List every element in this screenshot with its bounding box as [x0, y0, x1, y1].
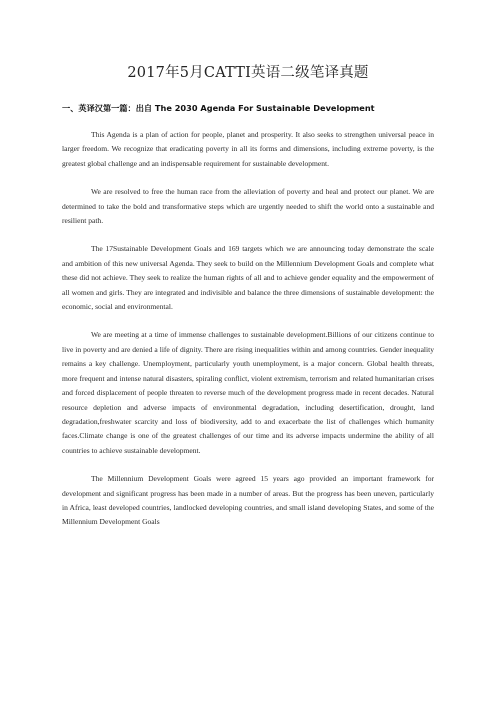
document-title: 2017年5月CATTI英语二级笔译真题 [127, 65, 369, 81]
paragraph: This Agenda is a plan of action for people, planet and prosperity. It also seeks to strengthen universal peace in larger freedom. We recognize that eradicating poverty in all its forms and dimensions, including extreme poverty, is the greatest global challenge and an indispensable requirement for sustainable development. [62, 130, 434, 168]
paragraph: The Millennium Development Goals were agreed 15 years ago provided an important framework for development and significant progress has been made in a number of areas. But the progress has been uneven, particularly in Africa, least developed countries, landlocked developing countries, and small island developing States, and some of the Millennium Development Goals [62, 474, 434, 527]
document-page [62, 0, 434, 530]
paragraph: We are resolved to free the human race from the alleviation of poverty and heal and protect our planet. We are determined to take the bold and transformative steps which are urgently needed to shift the world onto a sustainable and resilient path. [62, 187, 434, 226]
section-heading: 一、英译汉第一篇：出自 The 2030 Agenda For Sustainable Development [62, 103, 375, 113]
paragraph: The 17Sustainable Development Goals and 169 targets which we are announcing today demonstrate the scale and ambition of this new universal Agenda. They seek to build on the Millennium Development Goals and complete what these did not achieve. They seek to realize the human rights of all and to achieve gender equality and the empowerment of all women and girls. They are integrated and indivisible and balance the three dimensions of sustainable development: the economic, social and environmental. [62, 244, 434, 312]
paragraph: We are meeting at a time of immense challenges to sustainable development.Billions of our citizens continue to live in poverty and are denied a life of dignity. There are rising inequalities within and among countries. Gender inequality remains a key challenge. Unemployment, particularly youth unemployment, is a major concern. Global health threats, more frequent and intense natural disasters, spiraling conflict, violent extremism, terrorism and related humanitarian crises and forced displacement of people threaten to reverse much of the development progress made in recent decades. Natural resource depletion and adverse impacts of environmental degradation, including desertification, drought, land degradation,freshwater scarcity and loss of biodiversity, add to and exacerbate the list of challenges which humanity faces.Climate change is one of the greatest challenges of our time and its adverse impacts undermine the ability of all countries to achieve sustainable development. [62, 330, 434, 455]
